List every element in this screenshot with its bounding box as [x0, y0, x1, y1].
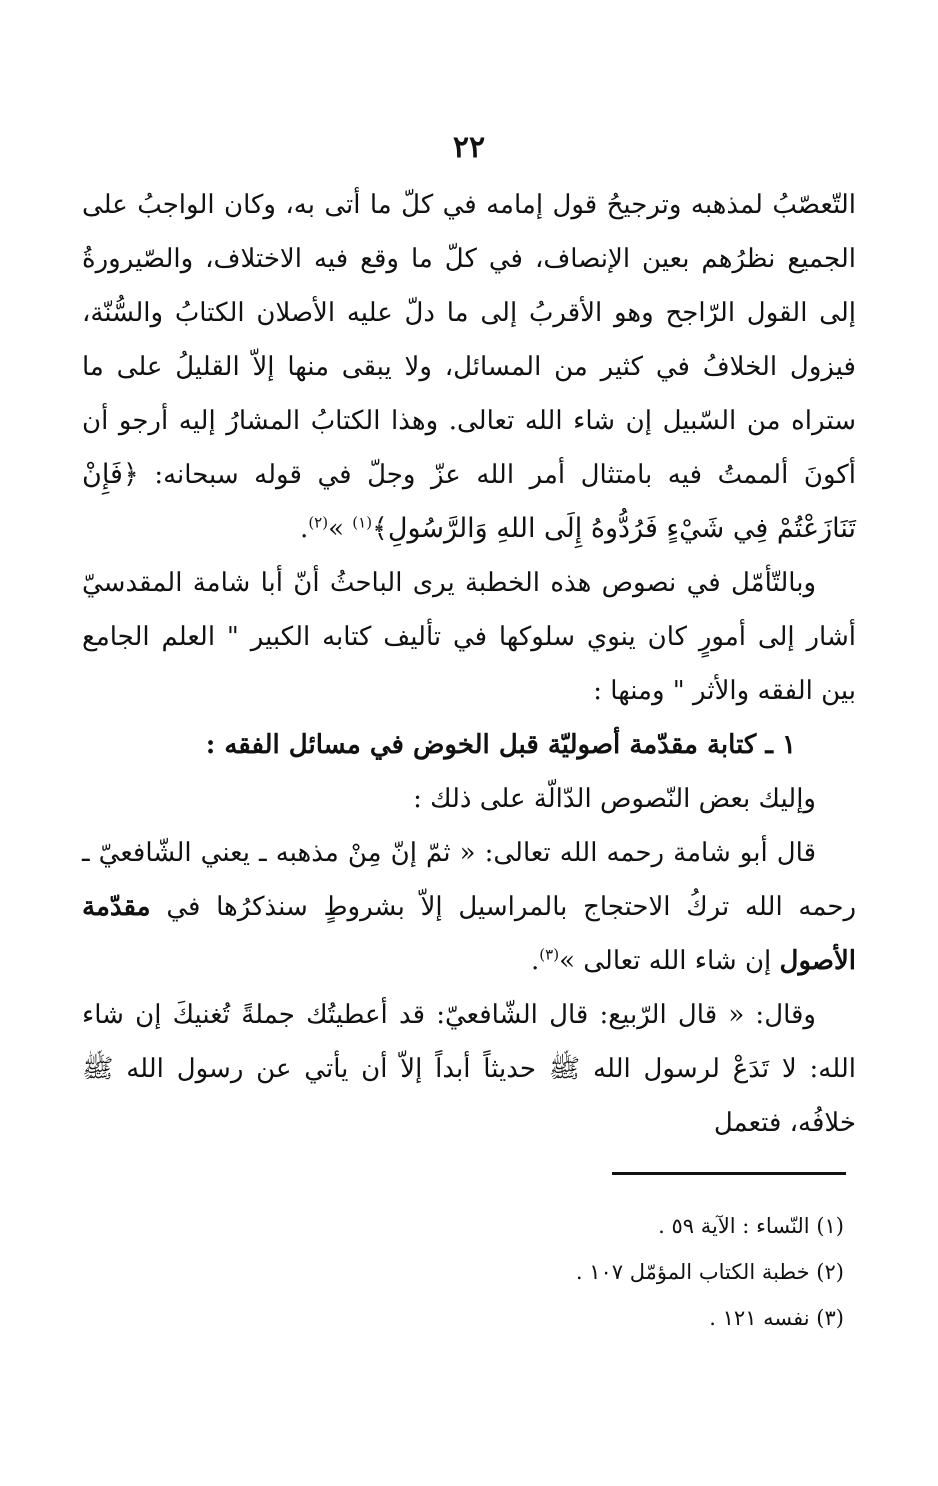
paragraph-3: وإليك بعض النّصوص الدّالّة على ذلك : [413, 784, 816, 814]
footnote-2: (٢) خطبة الكتاب المؤمّل ١٠٧ . [575, 1260, 844, 1284]
paragraph-2: وبالتّأمّل في نصوص هذه الخطبة يرى الباحثُ أنّ أبا شامة المقدسيّ أشار إلى أمورٍ كان ينوي سلوكها في تأليف كتابه الكبير " العلم الجامع بين الفقه والأثر " ومنها : [82, 568, 856, 706]
paragraph-4-end: . [531, 946, 540, 976]
paragraph-4-text-b: إن شاء الله تعالى » [559, 946, 780, 976]
paragraph-1-text: التّعصّبُ لمذهبه وترجيحُ قول إمامه في كلّ ما أتى به، وكان الواجبُ على الجميع نظرُهم بعين الإنصاف، في كلّ ما وقع فيه الاختلاف، والصّيرورةُ إلى القول الرّاجح وهو الأقربُ إلى ما دلّ عليه الأصلان الكتابُ والسُّنّة، فيزول الخلافُ في كثير من المسائل، ولا يبقى منها إلاّ القليلُ على ما ستراه من السّبيل إن شاء الله تعالى. وهذا الكتابُ المشارُ إليه أرجو أن أكونَ ألممتُ فيه بامتثال أمر الله عزّ وجلّ في قوله سبحانه: [82, 190, 856, 490]
section-heading: ١ ـ كتابة مقدّمة أصوليّة قبل الخوض في مسائل الفقه : [205, 730, 796, 760]
page-number: ٢٢ [452, 130, 486, 165]
paragraph-1 [82, 178, 856, 556]
paragraph-1-end: . [300, 514, 309, 544]
footnote-ref-3: (٣) [539, 945, 560, 964]
quote-close: » [328, 514, 353, 544]
footnote-divider [612, 1172, 846, 1175]
paragraph-5: وقال: « قال الرّبيع: قال الشّافعيّ: قد أعطيتُك جملةً تُغنيكَ إن شاء الله: لا تَدَعْ لرسول الله ﷺ حديثاً أبداً إلاّ أن يأتي عن رسول الله ﷺ خلافُه، فتعمل [82, 1000, 856, 1138]
quran-verse: ﴿فَإِنْ تَنَازَعْتُمْ فِي شَيْءٍ فَرُدُّوهُ إِلَى اللهِ وَالرَّسُولِ﴾ [82, 459, 856, 544]
footnote-1: (١) النّساء : الآية ٥٩ . [658, 1214, 844, 1238]
paragraph-4-text-a: قال أبو شامة رحمه الله تعالى: « ثمّ إنّ مِنْ مذهبه ـ يعني الشّافعيّ ـ رحمه الله تركُ الاحتجاج بالمراسيل إلاّ بشروطٍ سنذكرُها في [82, 838, 856, 922]
paragraph-4 [82, 826, 856, 988]
main-text [82, 178, 856, 1150]
bold-phrase: مقدّمة الأصول [82, 892, 856, 976]
footnote-ref-1: (١) [352, 513, 373, 532]
footnote-3: (٣) نفسه ١٢١ . [709, 1306, 844, 1330]
footnotes [82, 1203, 844, 1341]
footnote-ref-2: (٢) [308, 513, 329, 532]
